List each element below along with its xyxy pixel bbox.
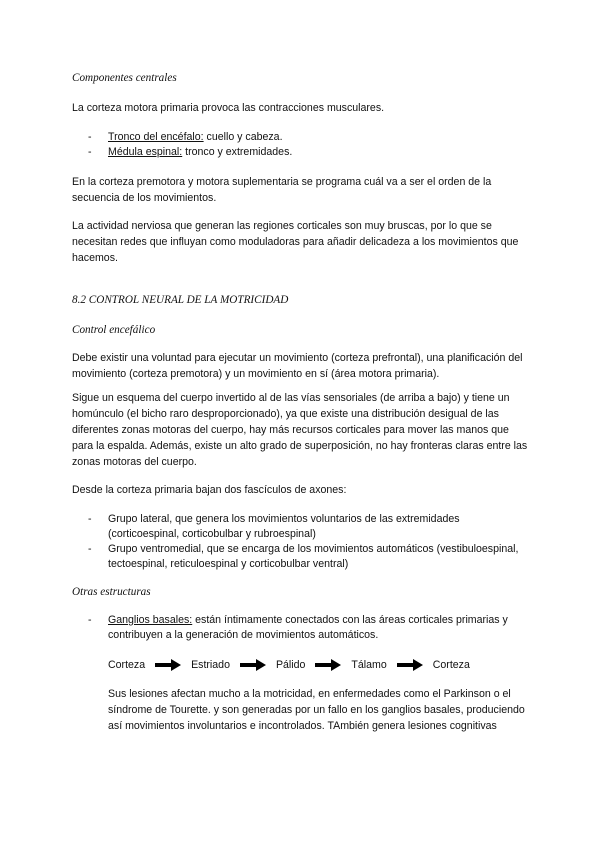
right-arrow-icon — [155, 658, 181, 672]
list-item — [88, 542, 532, 572]
paragraph-lesiones: Sus lesiones afectan mucho a la motricidad, en enfermedades como el Parkinson o el síndrome de Tourette. y son generadas por un fallo en los ganglios basales, produciendo así movimientos involuntarios e incontrolados. TAmbién genera lesiones cognitivas — [108, 688, 525, 732]
dash-marker: - — [88, 513, 92, 525]
flow-step-estriado: Estriado — [191, 659, 230, 671]
paragraph-actividad-nerviosa: La actividad nerviosa que generan las regiones corticales son muy bruscas, por lo que se necesitan redes que influyan como moduladoras para añadir delicadeza a los movimientos que hacemos. — [72, 220, 519, 264]
paragraph-corteza-primaria: La corteza motora primaria provoca las contracciones musculares. — [72, 102, 385, 114]
right-arrow-icon — [397, 658, 423, 672]
paragraph-premotora: En la corteza premotora y motora suplementaria se programa cuál va a ser el orden de la secuencia de los movimientos. — [72, 176, 492, 204]
list-componentes — [88, 130, 532, 160]
paragraph-esquema-cuerpo: Sigue un esquema del cuerpo invertido al de las vías sensoriales (de arriba a bajo) y tiene un homúnculo (el bicho raro desproporcionado), ya que existe una distribución desigual de las diferentes zonas motoras del cuerpo, hay más recursos corticales para mover las manos que para la espalda. Además, existe un alto grado de superposición, no hay fronteras claras entre las zonas motoras del cuerpo. — [72, 392, 528, 468]
flow-diagram — [108, 656, 470, 674]
flow-step-corteza-final: Corteza — [432, 659, 470, 671]
item-text: Grupo ventromedial, que se encarga de los movimientos automáticos (vestibuloespinal, tectoespinal, reticuloespinal y corticobulbar ventral) — [108, 543, 519, 570]
dash-marker: - — [88, 146, 92, 158]
section-title-otras: Otras estructuras — [72, 586, 151, 598]
section-heading-8-2: 8.2 CONTROL NEURAL DE LA MOTRICIDAD — [72, 294, 289, 306]
dash-marker: - — [88, 131, 92, 143]
flow-step-corteza: Corteza — [108, 659, 146, 671]
list-fasciculos — [88, 512, 532, 572]
list-otras — [88, 613, 532, 643]
term-tronco: Tronco del encéfalo: — [108, 131, 204, 143]
dash-marker: - — [88, 614, 92, 626]
list-item — [88, 130, 532, 145]
term-text: están íntimamente conectados con las áreas corticales primarias y contribuyen a la generación de movimientos automáticos. — [108, 614, 508, 641]
paragraph-fasciculos: Desde la corteza primaria bajan dos fascículos de axones: — [72, 484, 347, 496]
flow-step-palido: Pálido — [275, 659, 306, 671]
dash-marker: - — [88, 543, 92, 555]
list-item — [88, 145, 532, 160]
right-arrow-icon — [240, 658, 266, 672]
list-item — [88, 512, 532, 542]
term-text: cuello y cabeza. — [203, 131, 283, 143]
term-text: tronco y extremidades. — [182, 146, 293, 158]
flow-step-talamo: Tálamo — [351, 659, 387, 671]
right-arrow-icon — [315, 658, 341, 672]
list-item — [88, 613, 532, 643]
section-title-control: Control encefálico — [72, 324, 156, 336]
term-ganglios: Ganglios basales: — [108, 614, 193, 626]
section-title-componentes: Componentes centrales — [72, 72, 177, 84]
term-medula: Médula espinal: — [108, 146, 183, 158]
paragraph-voluntad: Debe existir una voluntad para ejecutar un movimiento (corteza prefrontal), una planificación del movimiento (corteza premotora) y un movimiento en sí (área motora primaria). — [72, 352, 523, 380]
item-text: Grupo lateral, que genera los movimientos voluntarios de las extremidades (corticoespinal, corticobulbar y rubroespinal) — [108, 513, 460, 540]
